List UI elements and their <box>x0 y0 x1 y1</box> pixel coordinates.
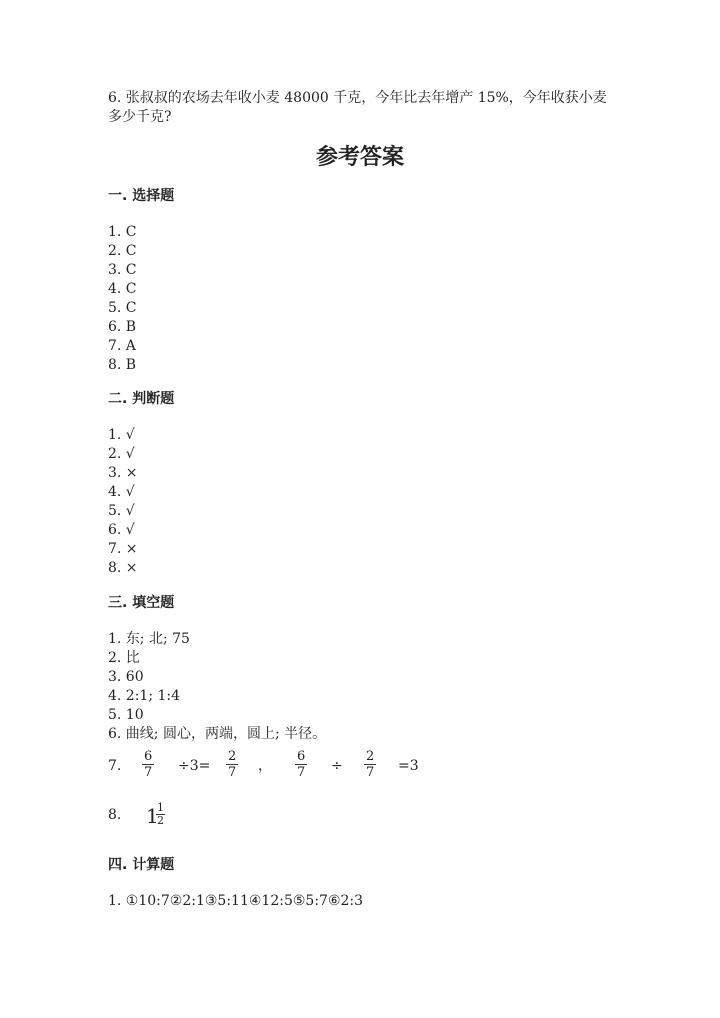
separator: ， <box>258 758 272 774</box>
answer-item: 1. √ <box>108 427 135 443</box>
fraction-numerator: 6 <box>297 749 306 764</box>
question-line-1: 6. 张叔叔的农场去年收小麦 48000 千克，今年比去年增产 15%，今年收获小麦 <box>108 90 607 106</box>
answer-item: 6. 曲线; 圆心，两端，圆上; 半径。 <box>108 726 327 742</box>
fraction-numerator: 1 <box>157 801 164 814</box>
answer-item: 5. √ <box>108 503 135 519</box>
answer-item: 2. C <box>108 243 137 259</box>
fraction-denominator: 7 <box>297 765 306 780</box>
answer-item: 4. C <box>108 281 137 297</box>
fraction <box>226 749 238 780</box>
mixed-number-whole: 1 <box>146 804 159 828</box>
answer-item: 8. × <box>108 560 138 576</box>
page-title: 参考答案 <box>315 144 404 170</box>
question-line-2: 多少千克? <box>108 109 172 125</box>
answer-item: 3. 60 <box>108 669 144 685</box>
operator: ÷3= <box>178 758 211 774</box>
fraction-denominator: 2 <box>157 814 164 827</box>
mixed-number-fraction <box>156 802 165 827</box>
answer-item: 4. 2:1; 1:4 <box>108 688 181 704</box>
fraction-numerator: 2 <box>228 749 237 764</box>
answer-item: 4. √ <box>108 484 135 500</box>
section-heading-choice: 一. 选择题 <box>108 188 175 204</box>
fraction-numerator: 2 <box>366 749 375 764</box>
answer-item: 2. 比 <box>108 650 140 666</box>
result: =3 <box>398 758 419 774</box>
answer-item: 3. C <box>108 262 137 278</box>
section-heading-judgement: 二. 判断题 <box>108 391 175 407</box>
fraction <box>364 749 376 780</box>
answer-item: 3. × <box>108 465 138 481</box>
answer-item: 7. A <box>108 338 136 354</box>
fraction-denominator: 7 <box>144 765 153 780</box>
answer-item: 8. B <box>108 357 137 373</box>
answer-item: 5. C <box>108 300 137 316</box>
answer-item: 6. √ <box>108 522 135 538</box>
fraction-denominator: 7 <box>228 765 237 780</box>
answer-item: 1. ①10:7②2:1③5:11④12:5⑤5:7⑥2:3 <box>108 893 364 909</box>
answer-item: 6. B <box>108 319 137 335</box>
answer-item: 2. √ <box>108 446 135 462</box>
section-heading-calculation: 四. 计算题 <box>108 857 175 873</box>
answer-item: 5. 10 <box>108 707 144 723</box>
answer-item: 7. × <box>108 541 138 557</box>
fraction <box>295 749 307 780</box>
fraction-denominator: 7 <box>366 765 375 780</box>
answer-item-8-label: 8. <box>108 807 122 823</box>
operator: ÷ <box>331 758 343 774</box>
fraction <box>142 749 154 780</box>
fraction-numerator: 6 <box>144 749 153 764</box>
answer-item: 1. C <box>108 224 137 240</box>
answer-item-7-label: 7. <box>108 758 122 774</box>
answer-item: 1. 东; 北; 75 <box>108 631 190 647</box>
section-heading-fill-blank: 三. 填空题 <box>108 595 175 611</box>
